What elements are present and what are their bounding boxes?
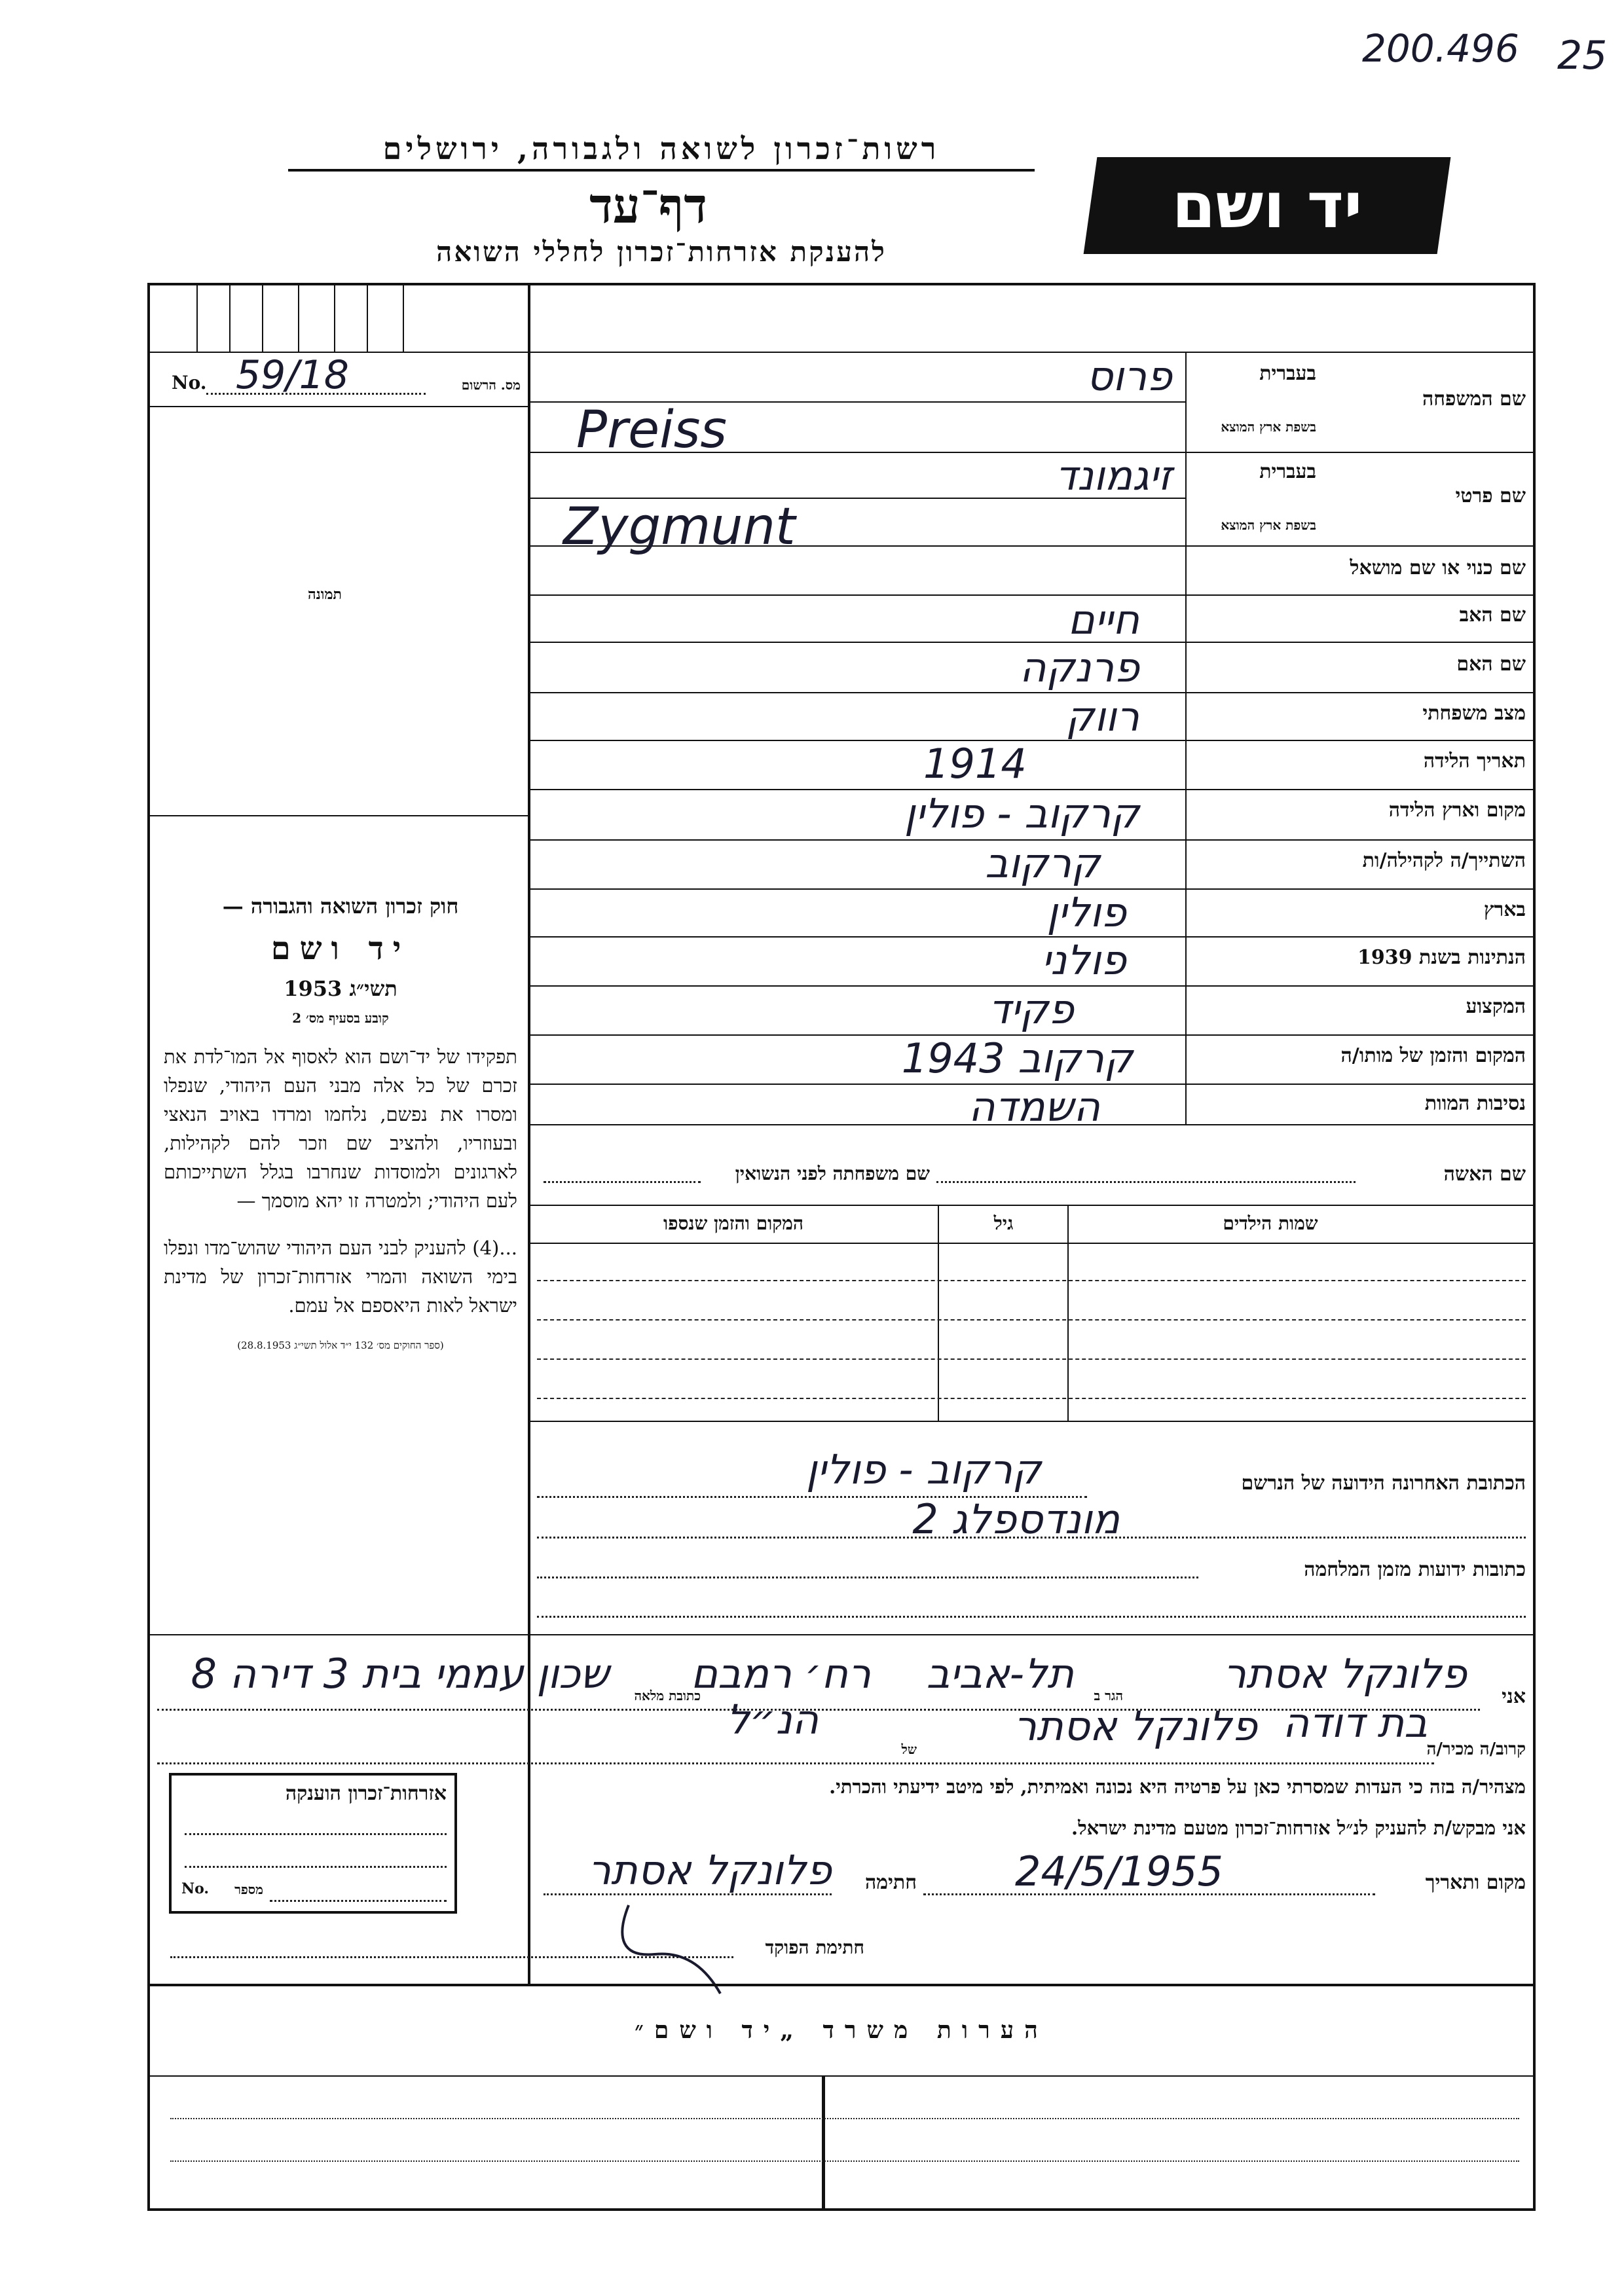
declarant-resides-label: הגר ב: [1094, 1688, 1123, 1704]
authority-title: רשות־זכרון לשואה ולגבורה, ירושלים: [288, 131, 1035, 172]
declarant-city: תל-אביב: [926, 1650, 1074, 1698]
declarant-signature: פלונקל אסתר: [587, 1846, 832, 1894]
law-title: חוק זכרון השואה והגבורה —: [222, 894, 459, 919]
logo-text: יד ושם: [1172, 169, 1363, 242]
first-name-origin-sublabel: בשפת ארץ המוצא: [1221, 517, 1316, 533]
war-addresses-label: כתובות ידועות מזמן המלחמה: [1304, 1558, 1526, 1581]
country-label: בארץ: [1483, 898, 1526, 921]
death-cause-label: נסיבות המוות: [1424, 1092, 1526, 1115]
birth-place-label: מקום וארץ הלידה: [1388, 799, 1526, 822]
law-text-1: תפקידו של יד־ושם הוא לאסוף אל המו־לדת את זכרם של כל אלה מבני העם היהודי, שנפלו ומסרו את נפשם, נלחמו ומרדו באויב הנאצי ובעוזריו, ולהציב שם וזכר להם לקהילות, לארגונים ולמוסדות שנחרבו בגלל השתייכותם לעם היהודי; ולמטרה זו יהא מוסמך —: [164, 1046, 517, 1212]
place-date-label: מקום ותאריך: [1425, 1871, 1526, 1894]
grant-box-no-hebrew: מספר: [234, 1882, 263, 1897]
family-name-hebrew-value: פרוס: [1086, 352, 1172, 400]
profession-value: פקיד: [988, 985, 1074, 1033]
law-text-2: ...(4) להעניק לבני העם היהודי שהוש־מדו ונפלו בימי השואה והמרי אזרחות־זכרון של מדינת ישראל לאות היאספם אל עמם.: [164, 1237, 517, 1317]
family-name-label: שם המשפחה: [1422, 388, 1526, 410]
signature-flourish: [602, 1899, 747, 1997]
marital-status-value: רווק: [1065, 693, 1139, 740]
citizenship-label: הנתינות בשנת 1939: [1357, 946, 1526, 969]
first-name-hebrew-value: זיגמונד: [1055, 452, 1172, 500]
remarks-title: הערות משרד „יד ושם״: [635, 2016, 1048, 2044]
community-label: השתייך/ה לקהילה/ות: [1362, 849, 1526, 872]
citizenship-value: פולני: [1041, 936, 1126, 984]
registration-label: מס. הרשום: [461, 377, 521, 393]
last-address-line-2: מונדספלג 2: [912, 1495, 1120, 1543]
birth-date-label: תאריך הלידה: [1423, 750, 1526, 773]
family-name-origin-value: Preiss: [576, 401, 728, 460]
wife-name-label: שם האשה: [1443, 1163, 1526, 1186]
nickname-label: שם כנוי או שם מושאל: [1350, 556, 1526, 579]
relation-of-label: של: [901, 1741, 917, 1757]
law-source: (ספר החוקים מס׳ 132 י״ד אלול תשי״ג 28.8.1953): [237, 1339, 444, 1351]
relation-value: בת דודה: [1282, 1699, 1428, 1747]
first-name-hebrew-sublabel: בעברית: [1259, 460, 1316, 483]
declarant-i-label: אני: [1502, 1685, 1526, 1708]
children-place-header: המקום והזמן שנספו: [663, 1212, 803, 1234]
declaration-statement-1: מצהיר/ה בזה כי העדות שמסרתי כאן על פרטיה היא נכונה ואמיתית, לפי מיטב ידיעתי והכרתי.: [829, 1776, 1526, 1798]
declarant-name: פלונקל אסתר: [1223, 1650, 1467, 1698]
death-cause-value: השמדה: [969, 1083, 1100, 1131]
form-subtitle: להענקת אזרחות־זכרון לחללי השואה: [436, 236, 887, 268]
citizenship-grant-box: [169, 1773, 457, 1914]
law-name: יד ושם: [270, 930, 411, 967]
yad-vashem-logo: [1084, 157, 1451, 254]
community-value: קרקוב: [985, 839, 1100, 887]
signature-label: חתימה: [865, 1871, 917, 1894]
mother-name-value: פרנקה: [1019, 644, 1139, 691]
declarant-street: רח׳ רמבם: [690, 1650, 871, 1698]
page-mark: 25: [1557, 33, 1608, 79]
declaration-date: 24/5/1955: [1015, 1848, 1223, 1895]
birth-place-value: קרקוב - פולין: [904, 790, 1139, 837]
family-name-hebrew-sublabel: בעברית: [1259, 362, 1316, 385]
wife-maiden-name-label: שם משפחתה לפני הנשואין: [735, 1163, 930, 1184]
birth-date-value: 1914: [923, 740, 1027, 788]
relation-of-name: פלונקל אסתר: [1013, 1702, 1257, 1750]
mother-name-label: שם האם: [1456, 653, 1526, 676]
death-place-time-label: המקום והזמן של מותו/ה: [1340, 1044, 1526, 1067]
grant-box-title: אזרחות־זכרון הוענקה: [285, 1782, 447, 1805]
children-names-header: שמות הילדים: [1223, 1212, 1318, 1234]
law-notice: [164, 894, 517, 1352]
father-name-value: חיים: [1067, 596, 1139, 644]
declarant-full-address-label: כתובת מלאה: [634, 1688, 701, 1704]
last-address-label: הכתובת האחרונה הידועה של הנרשם: [1241, 1472, 1526, 1495]
last-address-line-1: קרקוב - פולין: [805, 1446, 1041, 1493]
relation-of-value: הנ״ל: [726, 1696, 819, 1743]
law-year: תשי״ג 1953: [284, 976, 397, 1001]
marital-status-label: מצב משפחתי: [1422, 702, 1526, 725]
father-name-label: שם האב: [1459, 604, 1526, 627]
grant-box-no-label: No.: [181, 1880, 210, 1897]
registration-number: 59/18: [236, 352, 349, 398]
children-age-header: גיל: [993, 1212, 1014, 1234]
officer-signature-label: חתימת הפוקד: [765, 1937, 864, 1958]
profession-label: המקצוע: [1466, 995, 1526, 1018]
declaration-statement-2: אני מבקש/ת להעניק לנ״ל אזרחות־זכרון מטעם מדינת ישראל.: [1071, 1817, 1526, 1839]
form-title: דף־עד: [589, 178, 707, 234]
law-clause: קובע בסעיף מס׳ 2: [292, 1010, 389, 1026]
first-name-label: שם פרטי: [1455, 484, 1526, 507]
family-name-origin-sublabel: בשפת ארץ המוצא: [1221, 419, 1316, 435]
relative-label: קרוב/ה מכיר/ה: [1426, 1740, 1526, 1759]
declarant-full-address: שכון עממי בית 3 דירה 8: [191, 1650, 609, 1698]
archive-number: 200.496: [1362, 26, 1519, 71]
registration-no-label: No.: [172, 372, 207, 393]
death-place-time-value: קרקוב 1943: [901, 1034, 1133, 1082]
country-value: פולין: [1046, 888, 1126, 936]
photo-label: תמונה: [308, 586, 342, 603]
first-name-origin-value: Zygmunt: [563, 498, 796, 556]
